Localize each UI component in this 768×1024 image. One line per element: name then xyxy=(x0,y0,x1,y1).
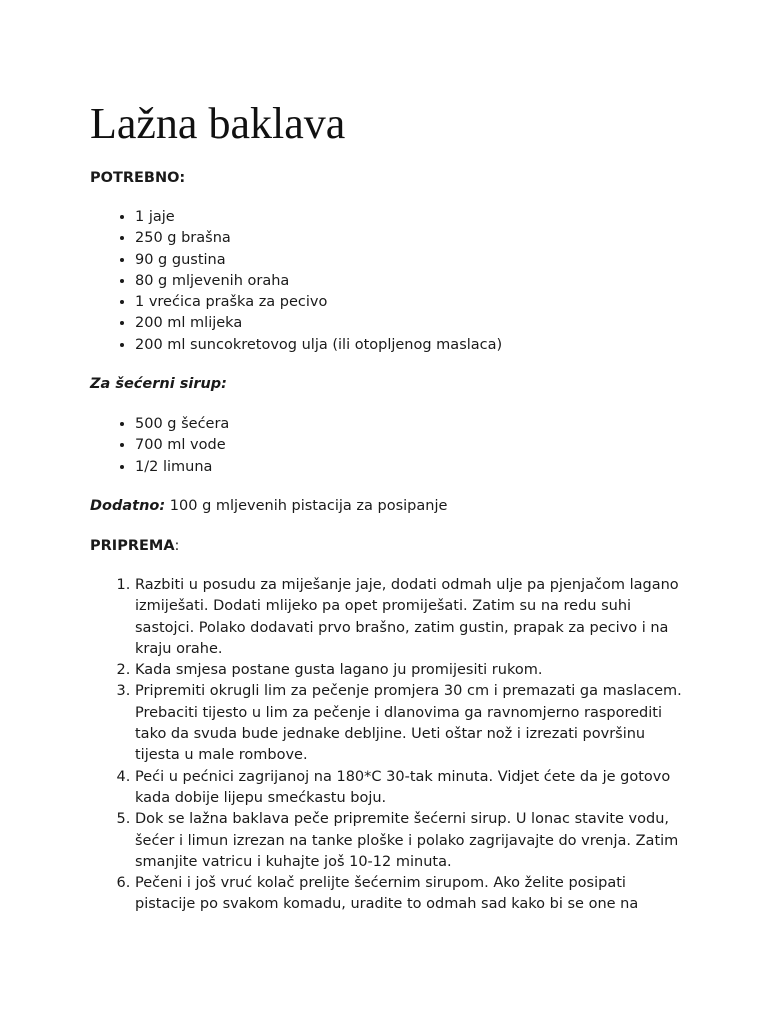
syrup-list xyxy=(90,414,690,478)
priprema-label: PRIPREMA xyxy=(90,537,175,554)
list-item: • 90 g gustina xyxy=(135,250,690,271)
list-item: • 200 ml mlijeka xyxy=(135,313,690,334)
potrebno-heading: POTREBNO: xyxy=(90,170,186,186)
ingredients-list xyxy=(90,207,690,356)
list-item: • 1 jaje xyxy=(135,207,690,228)
dodatno-text: 100 g mljevenih pistacija za posipanje xyxy=(165,497,448,514)
step-item: 6. Pečeni i još vruć kolač prelijte šećernim sirupom. Ako želite posipati pistacije po svakom komadu, uradite to odmah sad kako bi se one na xyxy=(135,873,690,916)
list-item: • 1/2 limuna xyxy=(135,457,690,478)
list-item: • 700 ml vode xyxy=(135,435,690,456)
dodatno-paragraph xyxy=(90,496,690,516)
list-item: • 200 ml suncokretovog ulja (ili otopljenog maslaca) xyxy=(135,335,690,356)
list-item: • 1 vrećica praška za pecivo xyxy=(135,292,690,313)
recipe-document xyxy=(90,96,690,934)
dodatno-label: Dodatno: xyxy=(90,497,166,514)
priprema-heading xyxy=(90,536,690,556)
priprema-colon: : xyxy=(174,537,180,554)
step-item: 2. Kada smjesa postane gusta lagano ju promijesiti rukom. xyxy=(135,660,690,681)
list-item: • 500 g šećera xyxy=(135,414,690,435)
page-title: Lažna baklava xyxy=(90,99,346,148)
step-item: 5. Dok se lažna baklava peče pripremite šećerni sirup. U lonac stavite vodu, šećer i limun izrezan na tanke ploške i polako zagrijavajte do vrenja. Zatim smanjite vatricu i kuhajte još 10-12 minuta. xyxy=(135,809,690,873)
step-item: 1. Razbiti u posudu za miješanje jaje, dodati odmah ulje pa pjenjačom lagano izmiješati. Dodati mlijeko pa opet promiješati. Zatim su na redu suhi sastojci. Polako dodavati prvo brašno, zatim gustin, prapak za pecivo i na kraju orahe. xyxy=(135,575,690,660)
step-item: 4. Peći u pećnici zagrijanoj na 180*C 30-tak minuta. Vidjet ćete da je gotovo kada dobije lijepu smećkastu boju. xyxy=(135,767,690,810)
list-item: • 250 g brašna xyxy=(135,228,690,249)
syrup-heading: Za šećerni sirup: xyxy=(90,376,227,393)
step-item: 3. Pripremiti okrugli lim za pečenje promjera 30 cm i premazati ga maslacem. Prebaciti tijesto u lim za pečenje i dlanovima ga ravnomjerno rasporediti tako da svuda bude jednake debljine. Ueti oštar nož i izrezati površinu tijesta u male rombove. xyxy=(135,681,690,766)
list-item: • 80 g mljevenih oraha xyxy=(135,271,690,292)
steps-list xyxy=(90,575,690,916)
